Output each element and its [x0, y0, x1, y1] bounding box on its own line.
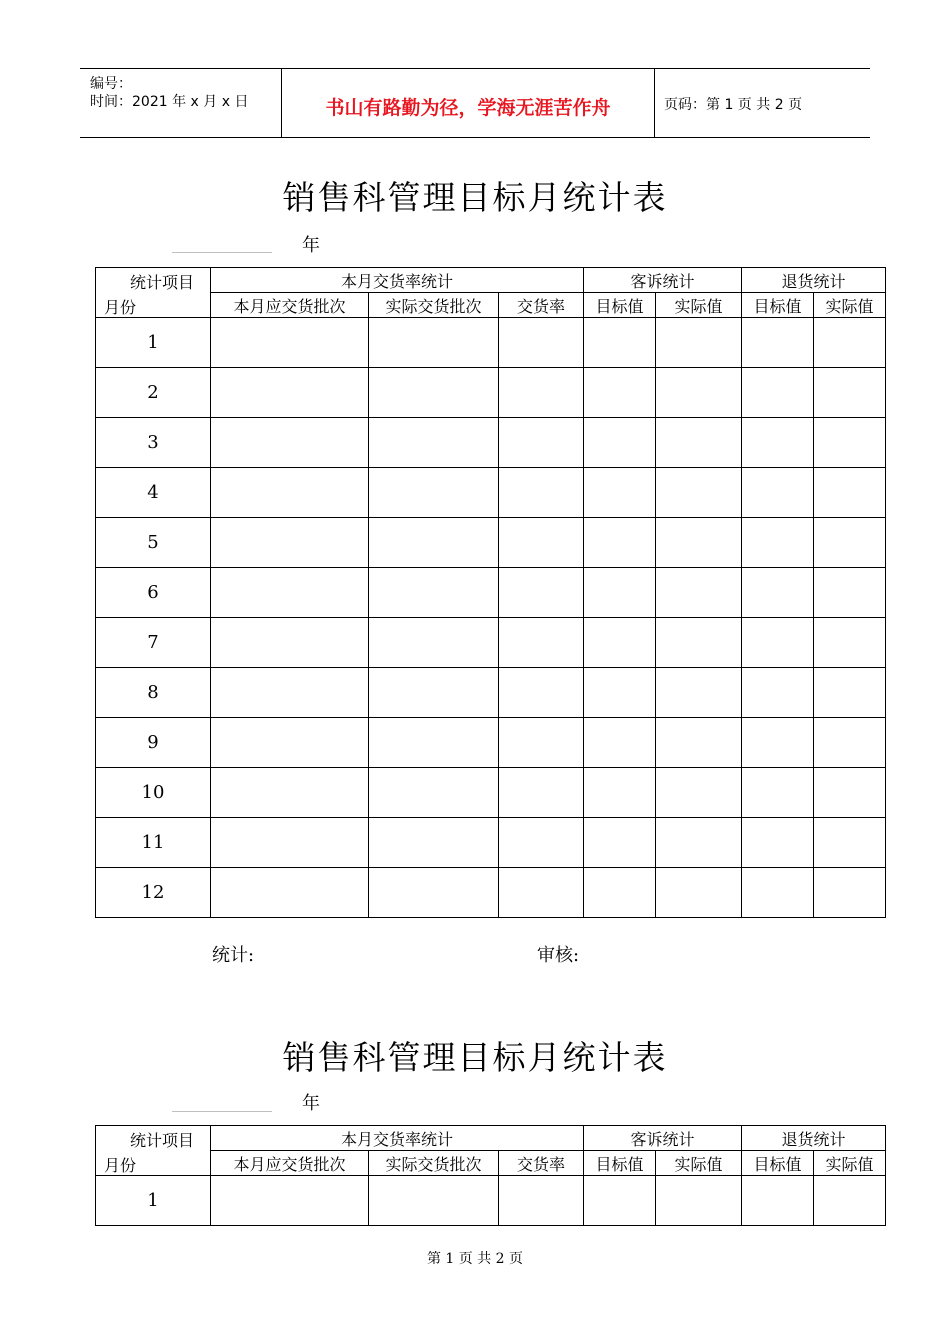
table-row	[96, 818, 886, 868]
col-header-due-batches: 本月应交货批次	[211, 1151, 369, 1176]
data-cell[interactable]	[814, 318, 886, 368]
data-cell[interactable]	[499, 618, 584, 668]
page-info: 页码：第 1 页 共 2 页	[664, 97, 803, 113]
data-cell[interactable]	[369, 418, 499, 468]
data-cell[interactable]	[814, 468, 886, 518]
data-cell[interactable]	[814, 568, 886, 618]
data-cell[interactable]	[814, 718, 886, 768]
header-meta-cell	[80, 69, 281, 137]
data-cell[interactable]	[584, 668, 656, 718]
stats-table	[95, 267, 886, 918]
col-header-return-target: 目标值	[742, 1151, 814, 1176]
month-cell: 2	[96, 368, 211, 418]
data-cell[interactable]	[656, 818, 742, 868]
table-row	[96, 468, 886, 518]
col-header-actual-batches: 实际交货批次	[369, 293, 499, 318]
data-cell[interactable]	[656, 368, 742, 418]
data-cell[interactable]	[584, 1176, 656, 1226]
year-input-line[interactable]	[172, 252, 272, 253]
data-cell[interactable]	[211, 368, 369, 418]
motto-text: 书山有路勤为径，学海无涯苦作舟	[325, 97, 611, 119]
data-cell[interactable]	[656, 318, 742, 368]
month-cell: 6	[96, 568, 211, 618]
month-cell: 8	[96, 668, 211, 718]
data-cell[interactable]	[369, 468, 499, 518]
data-cell[interactable]	[814, 768, 886, 818]
stats-table-2	[95, 1125, 886, 1226]
table-row	[96, 368, 886, 418]
data-cell[interactable]	[742, 318, 814, 368]
col-header-due-batches: 本月应交货批次	[211, 293, 369, 318]
month-cell: 9	[96, 718, 211, 768]
month-cell: 4	[96, 468, 211, 518]
data-cell[interactable]	[814, 818, 886, 868]
data-cell[interactable]	[814, 368, 886, 418]
document-header	[80, 68, 870, 138]
data-cell[interactable]	[814, 618, 886, 668]
data-cell[interactable]	[211, 468, 369, 518]
month-cell: 3	[96, 418, 211, 468]
data-cell[interactable]	[584, 768, 656, 818]
data-cell[interactable]	[211, 718, 369, 768]
data-cell[interactable]	[742, 518, 814, 568]
data-cell[interactable]	[814, 868, 886, 918]
table-row	[96, 1176, 886, 1226]
statistician-label: 统计:	[212, 945, 255, 966]
group-header-complaint: 客诉统计	[584, 1126, 742, 1151]
col-header-return-actual: 实际值	[814, 293, 886, 318]
data-cell[interactable]	[584, 518, 656, 568]
table-row	[96, 318, 886, 368]
table-row	[96, 718, 886, 768]
data-cell[interactable]	[211, 668, 369, 718]
data-cell[interactable]	[499, 518, 584, 568]
table-row	[96, 618, 886, 668]
corner-bottom-label: 月份	[104, 1156, 137, 1175]
corner-top-label: 统计项目	[129, 1131, 194, 1150]
data-cell[interactable]	[369, 668, 499, 718]
data-cell[interactable]	[369, 618, 499, 668]
data-cell[interactable]	[742, 618, 814, 668]
table-row	[96, 668, 886, 718]
data-cell[interactable]	[211, 318, 369, 368]
data-cell[interactable]	[369, 1176, 499, 1226]
data-cell[interactable]	[211, 518, 369, 568]
year-label-2: 年	[302, 1093, 320, 1114]
data-cell[interactable]	[211, 768, 369, 818]
data-cell[interactable]	[656, 1176, 742, 1226]
data-cell[interactable]	[369, 718, 499, 768]
data-cell[interactable]	[742, 418, 814, 468]
group-header-delivery: 本月交货率统计	[211, 268, 584, 293]
data-cell[interactable]	[211, 418, 369, 468]
data-cell[interactable]	[499, 1176, 584, 1226]
col-header-complaint-target: 目标值	[584, 293, 656, 318]
col-header-rate: 交货率	[499, 1151, 584, 1176]
form-title: 销售科管理目标月统计表	[282, 178, 668, 217]
data-cell[interactable]	[656, 468, 742, 518]
corner-cell	[96, 268, 211, 318]
code-label: 编号：	[90, 76, 132, 92]
month-cell: 12	[96, 868, 211, 918]
table-row	[96, 418, 886, 468]
data-cell[interactable]	[814, 1176, 886, 1226]
data-cell[interactable]	[742, 718, 814, 768]
data-cell[interactable]	[369, 868, 499, 918]
data-cell[interactable]	[742, 568, 814, 618]
data-cell[interactable]	[369, 568, 499, 618]
month-cell: 10	[96, 768, 211, 818]
data-cell[interactable]	[369, 818, 499, 868]
col-header-return-actual: 实际值	[814, 1151, 886, 1176]
data-cell[interactable]	[742, 818, 814, 868]
corner-top-label: 统计项目	[129, 273, 194, 292]
data-cell[interactable]	[742, 368, 814, 418]
data-cell[interactable]	[742, 1176, 814, 1226]
form-title-2: 销售科管理目标月统计表	[282, 1038, 668, 1077]
data-cell[interactable]	[211, 568, 369, 618]
data-cell[interactable]	[656, 568, 742, 618]
data-cell[interactable]	[656, 768, 742, 818]
col-header-return-target: 目标值	[742, 293, 814, 318]
group-header-delivery: 本月交货率统计	[211, 1126, 584, 1151]
month-cell: 1	[96, 1176, 211, 1226]
header-motto-cell	[281, 69, 655, 137]
page-footer: 第 1 页 共 2 页	[426, 1251, 524, 1267]
data-cell[interactable]	[369, 318, 499, 368]
data-cell[interactable]	[499, 418, 584, 468]
time-label: 时间：2021 年 x 月 x 日	[90, 94, 249, 110]
col-header-complaint-target: 目标值	[584, 1151, 656, 1176]
data-cell[interactable]	[211, 618, 369, 668]
data-cell[interactable]	[584, 718, 656, 768]
data-cell[interactable]	[584, 618, 656, 668]
col-header-complaint-actual: 实际值	[656, 293, 742, 318]
data-cell[interactable]	[499, 818, 584, 868]
data-cell[interactable]	[656, 868, 742, 918]
data-cell[interactable]	[656, 618, 742, 668]
data-cell[interactable]	[369, 768, 499, 818]
data-cell[interactable]	[656, 518, 742, 568]
data-cell[interactable]	[584, 868, 656, 918]
data-cell[interactable]	[499, 868, 584, 918]
group-header-complaint: 客诉统计	[584, 268, 742, 293]
col-header-rate: 交货率	[499, 293, 584, 318]
col-header-complaint-actual: 实际值	[656, 1151, 742, 1176]
data-cell[interactable]	[814, 668, 886, 718]
data-cell[interactable]	[656, 718, 742, 768]
data-cell[interactable]	[656, 418, 742, 468]
data-cell[interactable]	[499, 318, 584, 368]
col-header-actual-batches: 实际交货批次	[369, 1151, 499, 1176]
data-cell[interactable]	[584, 418, 656, 468]
month-cell: 7	[96, 618, 211, 668]
table-row	[96, 768, 886, 818]
table-row	[96, 568, 886, 618]
month-cell: 11	[96, 818, 211, 868]
data-cell[interactable]	[499, 368, 584, 418]
table-row	[96, 518, 886, 568]
data-cell[interactable]	[211, 1176, 369, 1226]
data-cell[interactable]	[369, 368, 499, 418]
data-cell[interactable]	[814, 418, 886, 468]
data-cell[interactable]	[499, 768, 584, 818]
data-cell[interactable]	[742, 668, 814, 718]
data-cell[interactable]	[742, 468, 814, 518]
data-cell[interactable]	[656, 668, 742, 718]
year-input-line-2[interactable]	[172, 1111, 272, 1112]
data-cell[interactable]	[584, 818, 656, 868]
data-cell[interactable]	[369, 518, 499, 568]
year-label: 年	[302, 235, 320, 256]
data-cell[interactable]	[584, 468, 656, 518]
data-cell[interactable]	[211, 868, 369, 918]
data-cell[interactable]	[499, 668, 584, 718]
month-cell: 5	[96, 518, 211, 568]
data-cell[interactable]	[499, 568, 584, 618]
data-cell[interactable]	[211, 818, 369, 868]
corner-cell	[96, 1126, 211, 1176]
group-header-return: 退货统计	[742, 268, 886, 293]
data-cell[interactable]	[584, 368, 656, 418]
data-cell[interactable]	[584, 318, 656, 368]
corner-bottom-label: 月份	[104, 298, 137, 317]
data-cell[interactable]	[584, 568, 656, 618]
header-page-cell	[654, 69, 870, 137]
data-cell[interactable]	[742, 768, 814, 818]
data-cell[interactable]	[814, 518, 886, 568]
data-cell[interactable]	[742, 868, 814, 918]
month-cell: 1	[96, 318, 211, 368]
data-cell[interactable]	[499, 468, 584, 518]
group-header-return: 退货统计	[742, 1126, 886, 1151]
table-row	[96, 868, 886, 918]
reviewer-label: 审核:	[537, 945, 580, 966]
data-cell[interactable]	[499, 718, 584, 768]
